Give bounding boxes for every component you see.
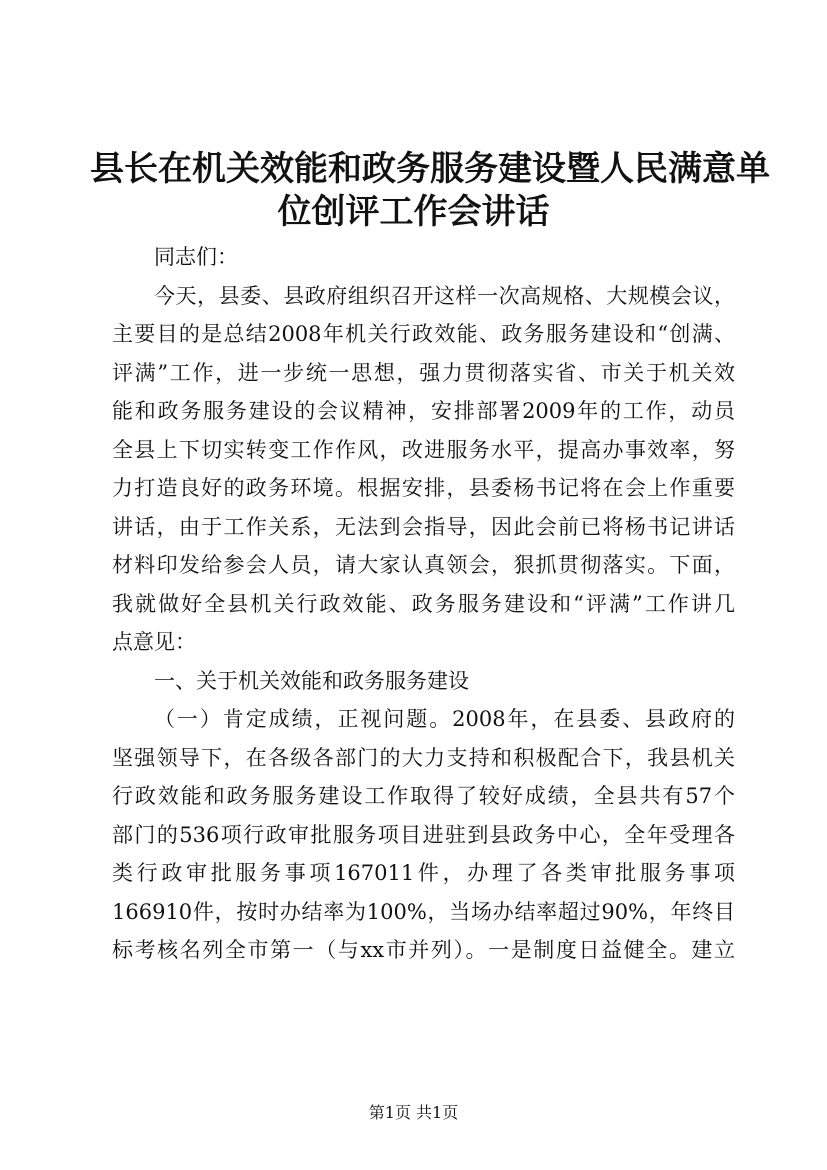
title-line-2: 位创评工作会讲话 (277, 192, 550, 232)
document-body (112, 238, 735, 970)
paragraph-line: 讲话，由于工作关系，无法到会指导，因此会前已将杨书记讲话 (112, 514, 735, 539)
document-title (90, 148, 770, 234)
paragraph-line: 材料印发给参会人员，请大家认真领会，狠抓贯彻落实。下面， (112, 553, 735, 577)
paragraph-line: 类行政审批服务事项167011件，办理了各类审批服务事项 (112, 861, 735, 885)
paragraph-line: 能和政务服务建设的会议精神，安排部署2009年的工作，动员 (112, 399, 735, 423)
paragraph-line: 部门的536项行政审批服务项目进驻到县政务中心，全年受理各 (112, 822, 735, 847)
section-heading: 一、关于机关效能和政务服务建设 (154, 668, 469, 693)
paragraph-line: 行政效能和政务服务建设工作取得了较好成绩，全县共有57个 (112, 784, 735, 808)
paragraph-line: 点意见： (112, 630, 196, 654)
salutation: 同志们： (154, 245, 238, 269)
paragraph-line: （一）肯定成绩，正视问题。2008年，在县委、县政府的 (154, 707, 735, 731)
paragraph-line: 评满”工作，进一步统一思想，强力贯彻落实省、市关于机关效 (112, 360, 735, 385)
paragraph-line: 力打造良好的政务环境。根据安排，县委杨书记将在会上作重要 (112, 476, 735, 500)
paragraph-line: 166910件，按时办结率为100%，当场办结率超过90%，年终目 (112, 899, 735, 924)
title-line-1: 县长在机关效能和政务服务建设暨人民满意单 (90, 149, 770, 189)
paragraph-line: 坚强领导下，在各级各部门的大力支持和积极配合下，我县机关 (112, 745, 735, 770)
paragraph-line: 今天，县委、县政府组织召开这样一次高规格、大规模会议， (154, 283, 735, 308)
paragraph-line: 标考核名列全市第一（与xx市并列）。一是制度日益健全。建立 (112, 938, 735, 962)
paragraph-line: 全县上下切实转变工作作风，改进服务水平，提高办事效率，努 (112, 437, 735, 462)
paragraph-line: 主要目的是总结2008年机关行政效能、政务服务建设和“创满、 (112, 322, 735, 346)
paragraph-line: 我就做好全县机关行政效能、政务服务建设和“评满”工作讲几 (112, 591, 735, 616)
page-footer: 第1页 共1页 (368, 1103, 459, 1122)
